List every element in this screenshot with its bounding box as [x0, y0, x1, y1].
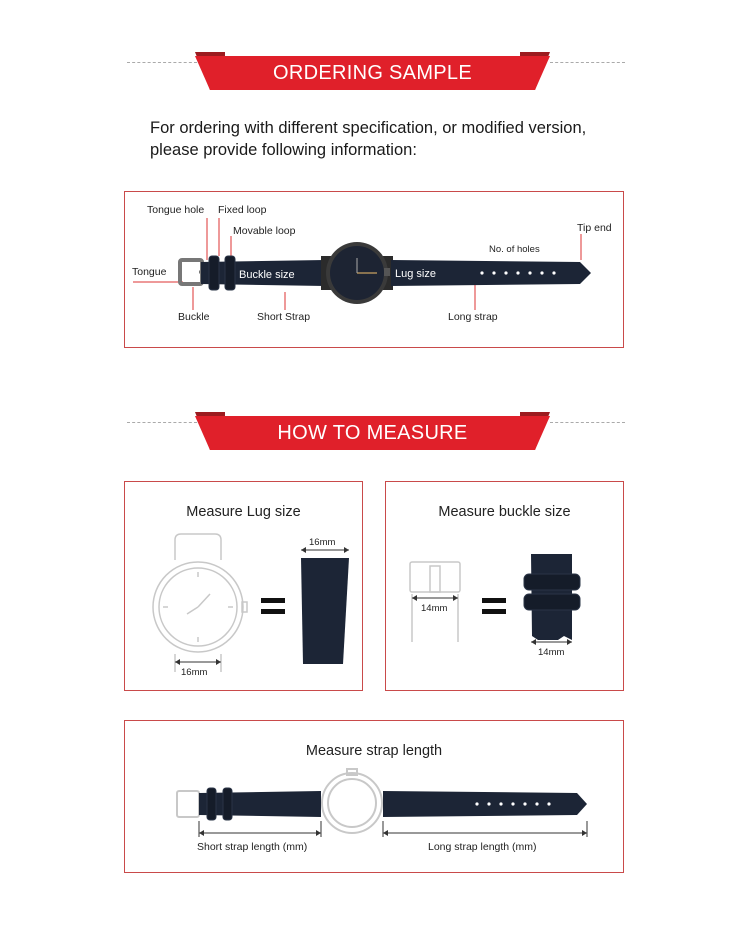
label-tongue-hole: Tongue hole [147, 204, 205, 216]
intro-text [150, 117, 620, 161]
measure-buckle-box [385, 481, 624, 691]
strap-anatomy-box [124, 191, 624, 348]
short-strap-length-label: Short strap length (mm) [197, 841, 308, 853]
label-tongue: Tongue [132, 266, 167, 278]
label-tip-end: Tip end [577, 222, 612, 234]
how-to-measure-banner [0, 412, 750, 472]
measure-length-box [124, 720, 624, 873]
label-fixed-loop: Fixed loop [218, 204, 267, 216]
label-no-of-holes: No. of holes [489, 244, 540, 255]
buckle-illustration [386, 482, 625, 692]
measure-length-title: Measure strap length [305, 743, 443, 759]
buckle-strap-width-label: 14mm [538, 647, 565, 658]
label-long-strap: Long strap [448, 311, 498, 323]
label-movable-loop: Movable loop [233, 225, 296, 237]
section-title-ordering: ORDERING SAMPLE [273, 62, 472, 84]
label-buckle: Buckle [178, 311, 210, 323]
measure-lug-box [124, 481, 363, 691]
lug-strap-width: 16mm [309, 537, 336, 548]
label-lug-size: Lug size [395, 268, 436, 280]
lug-watch-width: 16mm [181, 667, 208, 678]
long-strap-length-label: Long strap length (mm) [428, 841, 537, 853]
label-buckle-size: Buckle size [239, 269, 295, 281]
intro-line-1: For ordering with different specification, or modified version, [150, 119, 587, 137]
ordering-sample-banner [0, 52, 750, 112]
lug-illustration [125, 482, 364, 692]
buckle-width-label: 14mm [421, 603, 448, 614]
section-title-measure: HOW TO MEASURE [277, 422, 468, 444]
intro-line-2: please provide following information: [150, 141, 417, 159]
label-short-strap: Short Strap [257, 311, 311, 323]
measure-buckle-title: Measure buckle size [438, 504, 571, 520]
measure-lug-title: Measure Lug size [186, 504, 301, 520]
